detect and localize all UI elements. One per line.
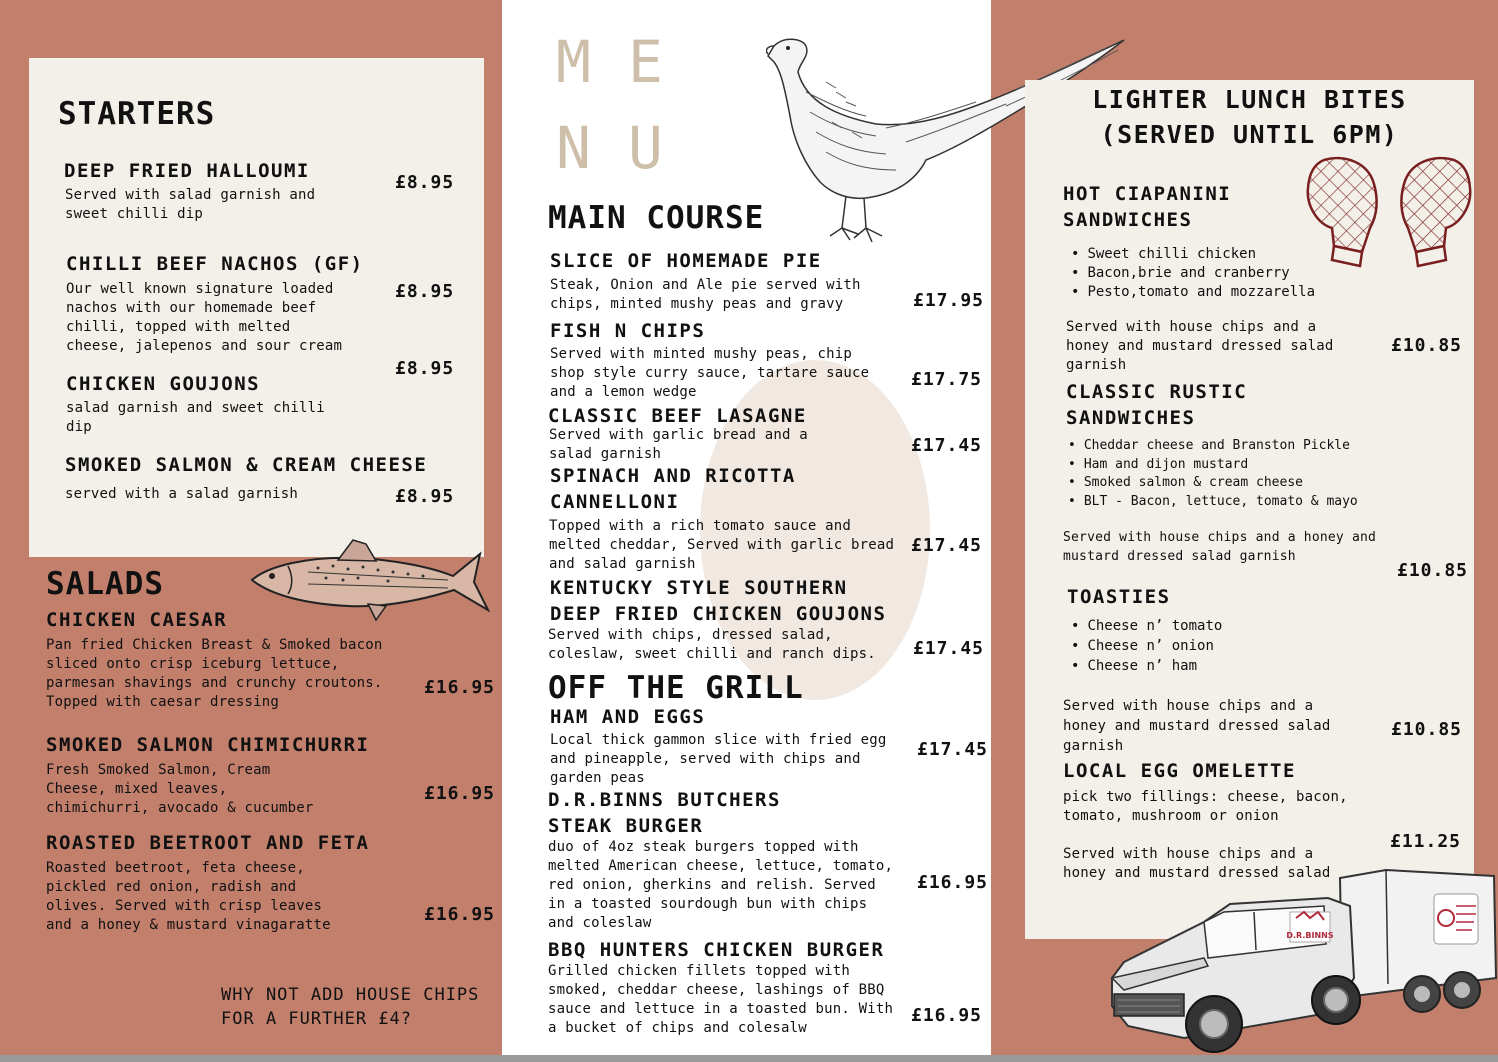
lighter-title-line2: (SERVED UNTIL 6PM)	[1100, 120, 1399, 149]
salad-2-desc: Fresh Smoked Salmon, Cream Cheese, mixed leaves, chimichurri, avocado & cucumber	[46, 762, 314, 816]
grill-1-price: £17.45	[917, 739, 989, 760]
main-course-title: MAIN COURSE	[548, 200, 765, 236]
omelette-desc: pick two fillings: cheese, bacon, tomato, mushroom or onion	[1063, 789, 1348, 824]
grill-3-desc: Grilled chicken fillets topped with smoked, cheddar cheese, lashings of BBQ sauce and lettuce in a toasted bun. With a bucket of chips and colesalw	[548, 963, 894, 1036]
main-4-price: £17.45	[911, 535, 983, 556]
ciapanini-served: Served with house chips and a honey and mustard dressed salad garnish	[1066, 319, 1334, 373]
rustic-title	[1066, 379, 1247, 431]
starter-3-name: CHICKEN GOUJONS	[66, 373, 261, 395]
main-1-desc: Steak, Onion and Ale pie served with chips, minted mushy peas and gravy	[550, 277, 861, 312]
main-2-price: £17.75	[911, 369, 983, 390]
starter-3-desc: salad garnish and sweet chilli dip	[66, 400, 325, 435]
butcher-van-illustration	[1104, 866, 1498, 1056]
rustic-served: Served with house chips and a honey and mustard dressed salad garnish	[1063, 530, 1377, 564]
menu-letter-n: N	[556, 114, 591, 182]
grill-2-name: D.R.BINNS BUTCHERS STEAK BURGER	[548, 789, 781, 837]
main-5-price: £17.45	[913, 638, 985, 659]
grill-2-price: £16.95	[917, 872, 989, 893]
starter-1-name: DEEP FRIED HALLOUMI	[64, 160, 310, 182]
rustic-title-line2: SANDWICHES	[1066, 407, 1196, 429]
lighter-title-line1: LIGHTER LUNCH BITES	[1092, 85, 1407, 114]
main-4-name: SPINACH AND RICOTTA CANNELLONI	[550, 465, 796, 513]
rustic-title-line1: CLASSIC RUSTIC	[1066, 381, 1248, 403]
main-1-name: SLICE OF HOMEMADE PIE	[550, 250, 822, 272]
ciapanini-title-line2: SANDWICHES	[1063, 209, 1193, 231]
salad-2-name: SMOKED SALMON CHIMICHURRI	[46, 734, 370, 756]
main-3-price: £17.45	[911, 435, 983, 456]
grill-2-desc: duo of 4oz steak burgers topped with melted American cheese, lettuce, tomato, red onion, gherkins and relish. Served in a toasted sourdough bun with chips and coleslaw	[548, 839, 894, 931]
menu-letter-u: U	[628, 114, 663, 182]
salad-3-name: ROASTED BEETROOT AND FETA	[46, 832, 370, 854]
ciapanini-title	[1063, 181, 1231, 233]
ciapanini-title-line1: HOT CIAPANINI	[1063, 183, 1232, 205]
salad-1-desc: Pan fried Chicken Breast & Smoked bacon sliced onto crisp iceburg lettuce, parmesan shavings and crunchy croutons. Topped with caesar dressing	[46, 637, 383, 710]
omelette-title: LOCAL EGG OMELETTE	[1063, 760, 1296, 782]
list-item: • Bacon,brie and cranberry	[1071, 264, 1315, 283]
main-3-desc: Served with garlic bread and a salad garnish	[549, 427, 808, 462]
fish-illustration	[248, 536, 490, 628]
salad-1-name: CHICKEN CAESAR	[46, 609, 228, 631]
oven-mitts-illustration	[1304, 154, 1476, 272]
main-5-name: KENTUCKY STYLE SOUTHERN DEEP FRIED CHICKEN GOUJONS	[550, 577, 887, 625]
list-item: • Smoked salmon & cream cheese	[1068, 474, 1358, 493]
van-door-text: D.R.BINNS	[1286, 931, 1334, 940]
toasties-served: Served with house chips and a honey and mustard dressed salad garnish	[1063, 698, 1331, 754]
starter-1-desc: Served with salad garnish and sweet chilli dip	[65, 187, 316, 222]
toasties-title: TOASTIES	[1067, 586, 1171, 608]
starter-1-price: £8.95	[395, 172, 455, 193]
salad-3-desc: Roasted beetroot, feta cheese, pickled red onion, radish and olives. Served with crisp leaves and a honey & mustard vinagaratte	[46, 860, 331, 933]
lighter-title	[1025, 82, 1474, 152]
main-1-price: £17.95	[913, 290, 985, 311]
list-item: • Pesto,tomato and mozzarella	[1071, 283, 1315, 302]
grill-title: OFF THE GRILL	[548, 670, 804, 706]
list-item: • BLT - Bacon, lettuce, tomato & mayo	[1068, 493, 1358, 512]
starter-4-desc: served with a salad garnish	[65, 486, 298, 502]
starter-2-price: £8.95	[395, 281, 455, 302]
list-item: • Cheese n’ onion	[1071, 636, 1222, 656]
starter-2-desc: Our well known signature loaded nachos with our homemade beef chilli, topped with melted cheese, jalepenos and sour cream	[66, 281, 343, 354]
grill-1-desc: Local thick gammon slice with fried egg and pineapple, served with chips and garden peas	[550, 732, 887, 786]
main-5-desc: Served with chips, dressed salad, coleslaw, sweet chilli and ranch dips.	[548, 627, 876, 662]
list-item: • Cheddar cheese and Branston Pickle	[1068, 437, 1358, 456]
salad-1-price: £16.95	[424, 677, 496, 698]
list-item: • Ham and dijon mustard	[1068, 456, 1358, 475]
salads-title: SALADS	[46, 566, 164, 602]
rustic-price: £10.85	[1397, 560, 1469, 581]
menu-letter-m: M	[556, 28, 591, 96]
starter-2-name: CHILLI BEEF NACHOS (GF)	[66, 253, 364, 275]
grill-3-name: BBQ HUNTERS CHICKEN BURGER	[548, 939, 885, 961]
ciapanini-price: £10.85	[1391, 335, 1463, 356]
toasties-list	[1071, 616, 1222, 676]
omelette-served: Served with house chips and a honey and mustard dressed salad	[1063, 846, 1331, 881]
salad-2-price: £16.95	[424, 783, 496, 804]
omelette-price: £11.25	[1390, 831, 1462, 852]
starter-4-name: SMOKED SALMON & CREAM CHEESE	[65, 454, 428, 476]
starter-3-price: £8.95	[395, 358, 455, 379]
grill-1-name: HAM AND EGGS	[550, 706, 706, 728]
list-item: • Cheese n’ ham	[1071, 656, 1222, 676]
bottom-bar	[0, 1055, 1498, 1062]
starter-4-price: £8.95	[395, 486, 455, 507]
salad-3-price: £16.95	[424, 904, 496, 925]
toasties-price: £10.85	[1391, 719, 1463, 740]
starters-title: STARTERS	[58, 96, 216, 132]
rustic-list	[1068, 437, 1358, 511]
ciapanini-list	[1071, 245, 1315, 302]
main-4-desc: Topped with a rich tomato sauce and melted cheddar, Served with garlic bread and salad garnish	[549, 518, 895, 572]
menu-letter-e: E	[628, 28, 663, 96]
main-3-name: CLASSIC BEEF LASAGNE	[548, 405, 807, 427]
main-2-desc: Served with minted mushy peas, chip shop style curry sauce, tartare sauce and a lemon wedge	[550, 346, 870, 400]
salads-note: WHY NOT ADD HOUSE CHIPS FOR A FURTHER £4?	[221, 985, 480, 1029]
list-item: • Sweet chilli chicken	[1071, 245, 1315, 264]
main-2-name: FISH N CHIPS	[550, 320, 706, 342]
grill-3-price: £16.95	[911, 1005, 983, 1026]
list-item: • Cheese n’ tomato	[1071, 616, 1222, 636]
